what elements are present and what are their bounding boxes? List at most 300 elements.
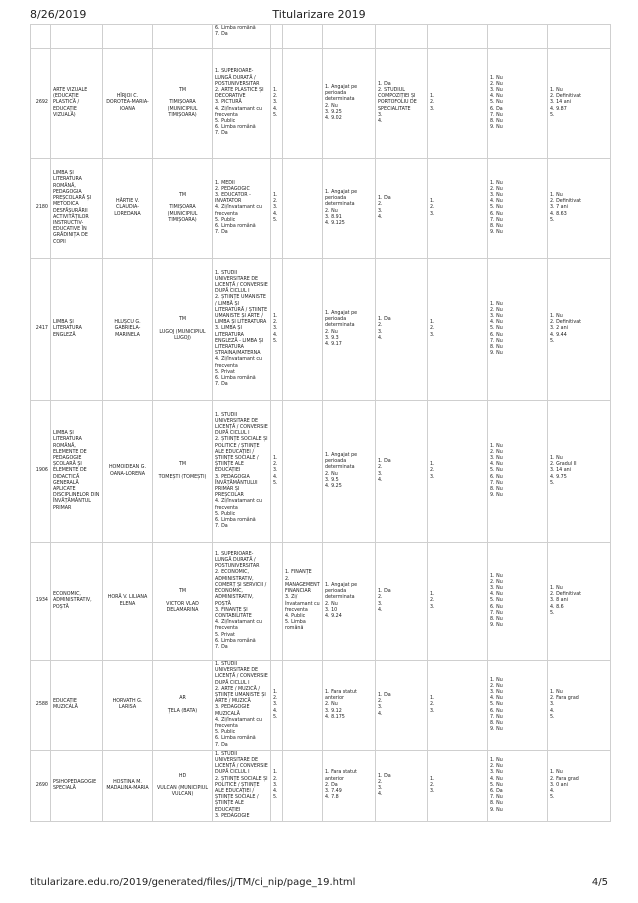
cell-line: 5. Public [215,119,236,124]
cell-line: 1. Angajat pe perioada determinata [325,452,359,471]
school-name: VICTOR VLAD DELAMARINA [166,601,201,613]
criteria-cell [488,401,548,543]
cell-line: 4. Zi/învatamant cu frecventa [215,499,264,511]
cell-line: 5. Nu [490,205,503,211]
cell-line: 4. Public [285,613,306,619]
cell-line: 3. [430,332,435,338]
final-cell [548,25,611,49]
cell-line: 2. [273,462,278,468]
education-cell [213,159,271,259]
cell-line: 7. Da [215,742,228,748]
cell-line: 1. Angajat pe perioada determinata [325,84,359,103]
cell-line: 1. Angajat pe perioada determinata [325,310,359,329]
second-spec-cell [283,159,323,259]
cell-line: 4. 9.17 [325,341,342,347]
numbering-cell [271,159,283,259]
index-cell [428,543,488,661]
cell-line: 4. [273,106,278,112]
cell-line: 1. STUDII UNIVERSITARE DE LICENȚĂ / CONVERSIE DUPĂ CICLUL I [215,751,270,776]
cell-line: 7. Da [215,131,228,137]
cell-line: 1. Nu [490,75,503,81]
cell-line: 2. ARTE / MUZICĂ / ȘTIINȚE UMANISTE ȘI ARTE / MUZICĂ [215,686,268,705]
table-row [31,259,611,401]
cell-line: 2. [378,465,383,471]
school-cell [153,750,213,821]
cell-line: 3. 9.25 [325,109,342,115]
cell-line: 2. [273,696,278,702]
cell-line: 6. Nu [490,332,503,338]
cell-line: 7. Da [215,382,228,388]
cell-line: 7. Nu [490,112,503,118]
cell-line: 5. [550,480,555,486]
county-code: TM [178,462,187,468]
cell-line: 7. Da [215,644,228,650]
cell-line: 3. PEDAGOGIA ÎNVĂȚĂMÂNTULUI PRIMAR ȘI PREȘCOLAR [215,474,260,499]
cell-line: 5. Nu [490,326,503,332]
numbering-cell [271,25,283,49]
cell-line: 5. Public [215,511,236,517]
cell-line: 1. MEDII [215,180,235,186]
cell-line: 3. [273,702,278,708]
cell-line: 5. Nu [490,100,503,106]
cell-line: 2. Definitivat [550,320,582,326]
cell-line: 1. [430,94,435,100]
education-cell [213,25,271,49]
candidate-name: HORVATH G. LARISA [103,661,153,751]
cell-line: 6. Limba română [215,518,256,524]
second-spec-cell [283,543,323,661]
cell-line: 2. PEDAGOGIC [215,186,250,192]
education-cell [213,401,271,543]
school-name: TIMIȘOARA (MUNICIPIUL TIMIȘOARA) [167,205,199,223]
cell-line: 9. Nu [490,727,503,733]
county-code: AR [179,696,186,702]
cell-line: 3. EDUCATOR - INVATATOR [215,192,253,205]
cell-line: 1. Da [378,589,391,595]
numbering-cell [271,401,283,543]
index-cell [428,25,488,49]
cell-line: 5. [273,795,278,801]
cell-line: 5. Public [215,730,236,736]
cell-line: 2. Nu [325,329,338,335]
criteria-cell [488,159,548,259]
cell-line: 2. [378,202,383,208]
inspection-cell [376,661,428,751]
cell-line: 4. Zi/învatamant cu frecventa [215,717,264,730]
cell-line: 1. Da [378,317,391,323]
cell-line: 1. Nu [550,455,563,461]
cell-line: 1. Nu [490,180,503,186]
cell-line: 1. Nu [550,192,563,198]
school-cell [153,401,213,543]
cell-line: 2. Nu [325,103,338,109]
cell-line: 4. Nu [490,776,503,782]
cell-line: 3. Zi/învatamant cu frecventa [285,595,322,613]
final-cell [548,543,611,661]
cell-line: 7. Nu [490,217,503,223]
school-name: LUGOJ (MUNICIPIUL LUGOJ) [159,329,208,341]
cell-line: 3. [378,601,383,607]
cell-line: 4. 9.75 [550,474,567,480]
cell-line: 3. [273,468,278,474]
cell-line: 2. [430,468,435,474]
cell-line: 7. Da [215,32,228,38]
cell-line: 6. Nu [490,211,503,217]
final-cell [548,401,611,543]
education-cell [213,49,271,159]
cell-line: 3. PEDAGOGIE [215,813,250,819]
cell-line: 1. STUDII UNIVERSITARE DE LICENȚĂ / CONVERSIE DUPĂ CICLUL I [215,662,270,686]
cell-line: 4. Nu [490,320,503,326]
print-date: 8/26/2019 [30,8,87,21]
cell-line: 3. [378,208,383,214]
cell-line: 2. Da [325,782,338,788]
second-spec-cell [283,25,323,49]
cell-line: 4. [378,792,383,798]
index-cell [428,159,488,259]
cell-line: 3. FINANȚE ȘI CONTABILITATE [215,607,252,619]
cell-line: 6. Nu [490,474,503,480]
cell-line: 7. Nu [490,480,503,486]
cell-line: 2. [273,776,278,782]
cell-line: 6. Limba română [215,26,256,31]
cell-line: 7. Nu [490,795,503,801]
cell-line: 4. [273,474,278,480]
cell-line: 4. Nu [490,696,503,702]
cell-line: 2. Nu [490,683,503,689]
cell-line: 6. Da [490,789,503,795]
numbering-cell [271,259,283,401]
cell-line: 4. [273,708,278,714]
cell-line: 5. [273,112,278,118]
cell-line: 4. Nu [490,199,503,205]
cell-line: 3. [378,705,383,711]
cell-line: 2. ȘTIINȚE UMANISTE / LIMBĂ ȘI LITERATURĂ / ȘTIINȚE UMANISTE ȘI ARTE / LIMBA ȘI LITERATURA [215,295,269,326]
criteria-cell [488,49,548,159]
county-code: HD [178,773,187,779]
employment-cell [323,401,376,543]
numbering-cell [271,661,283,751]
employment-cell [323,543,376,661]
cell-line: 1. Angajat pe perioada determinata [325,582,359,601]
cell-line: 1. [430,462,435,468]
subject-cell [51,25,103,49]
cell-line: 3. [430,789,435,795]
cell-line: 4. [273,211,278,217]
inspection-cell [376,259,428,401]
spacer [155,33,210,39]
cell-line: 1. STUDII UNIVERSITARE DE LICENȚĂ / CONVERSIE DUPĂ CICLUL I [215,412,270,437]
candidate-id: 2180 [31,159,51,259]
cell-line: 1. STUDII UNIVERSITARE DE LICENȚĂ / CONVERSIE DUPĂ CICLUL I [215,270,270,295]
cell-line: 4. 8.6 [550,604,564,610]
cell-line: 1. [430,199,435,205]
cell-line: 3. [430,604,435,610]
cell-line: 4. Nu [490,94,503,100]
candidate-id: 1934 [31,543,51,661]
cell-line: 4. Zi/învatamant cu frecventa [215,357,264,369]
cell-line: 3. Nu [490,87,503,93]
second-spec-cell [283,750,323,821]
school-cell [153,543,213,661]
cell-line: 1. Nu [550,87,563,93]
cell-line: 2. [273,199,278,205]
cell-line: 3. Nu [490,455,503,461]
school-cell [153,259,213,401]
cell-line: 3. PEDAGOGIE MUZICALĂ [215,705,252,717]
cell-line: 4. Zi/învatamant cu frecventa [215,620,264,632]
cell-line: 5. [273,217,278,223]
cell-line: 3. [378,329,383,335]
cell-line: 3. [430,474,435,480]
cell-line: 6. Nu [490,604,503,610]
candidate-name: HOSTINA M. MADALINA-MARIA [103,750,153,821]
subject-cell: LIMBA ȘI LITERATURA ENGLEZĂ [51,259,103,401]
cell-line: 1. Nu [490,301,503,307]
cell-line: 3. 9.3 [325,335,339,341]
cell-line: 7. Nu [490,610,503,616]
cell-line: 7. Nu [490,714,503,720]
cell-line: 4. Zi/învatamant cu frecventa [215,205,264,217]
cell-line: 1. Da [378,693,391,699]
cell-line: 5. [550,217,555,223]
cell-line: 1. [273,192,278,198]
subject-cell: ECONOMIC, ADMINISTRATIV, POȘTĂ [51,543,103,661]
cell-line: 4. [550,789,555,795]
cell-line: 2. Nu [325,601,338,607]
county-code: TM [178,87,187,93]
cell-line: 4. [378,711,383,717]
cell-line: 4. [378,335,383,341]
cell-line: 3. [430,106,435,112]
cell-line: 2. [430,598,435,604]
cell-line: 4. Nu [490,462,503,468]
subject-cell: EDUCAȚIE MUZICALĂ [51,661,103,751]
cell-line: 3. Nu [490,770,503,776]
county-code: TM [178,192,187,198]
cell-line: 1. Da [378,196,391,202]
cell-line: 2. ARTE PLASTICE ȘI DECORATIVE [215,87,266,100]
index-cell [428,401,488,543]
cell-line: 3. Nu [490,689,503,695]
cell-line: 3. Nu [490,192,503,198]
cell-line: 2. Definitivat [550,199,582,205]
employment-cell [323,661,376,751]
table-row [31,401,611,543]
cell-line: 3. 9.12 [325,708,342,714]
cell-line: 6. Limba română [215,736,256,742]
cell-line: 3. [430,708,435,714]
index-cell [428,750,488,821]
candidate-name: HÎRJOI C. DOROTEA-MARIA-IOANA [103,49,153,159]
cell-line: 1. Nu [550,770,563,776]
cell-line: 4. [378,607,383,613]
final-cell [548,661,611,751]
cell-line: 6. Limba română [215,638,256,644]
education-cell [213,543,271,661]
employment-cell [323,49,376,159]
final-cell [548,259,611,401]
cell-line: 6. Limba română [215,376,256,382]
education-cell [213,259,271,401]
cell-line: 3. [273,782,278,788]
cell-line: 9. Nu [490,623,503,629]
final-cell [548,49,611,159]
candidates-table [30,24,611,822]
cell-line: 2. Nu [490,764,503,770]
cell-line: 1. [273,770,278,776]
cell-line: 5. Public [215,217,236,223]
cell-line: 4. Zi/învatamant cu frecventa [215,106,264,118]
index-cell [428,259,488,401]
cell-line: 3. Nu [490,313,503,319]
candidate-id: 2690 [31,750,51,821]
cell-line: 1. Nu [550,689,563,695]
cell-line: 4. 9.125 [325,220,345,226]
cell-line: 3. 9.5 [325,477,339,483]
cell-line: 4. 8.175 [325,714,345,720]
cell-line: 1. Nu [550,585,563,591]
candidate-name: HÂRTIE V. CLAUDIA-LOREDANA [103,159,153,259]
cell-line: 3. 0 ani [550,782,568,788]
cell-line: 2. [378,323,383,329]
candidate-name: HLUȘCU G. GABRIELA-MARINELA [103,259,153,401]
criteria-cell [488,259,548,401]
cell-line: 3. 14 ani [550,100,572,106]
cell-line: 2. [430,782,435,788]
cell-line: 1. Nu [490,758,503,764]
index-cell [428,49,488,159]
table-row [31,25,611,49]
inspection-cell [376,25,428,49]
cell-line: 1. Nu [490,677,503,683]
index-cell [428,661,488,751]
cell-line: 2. Nu [490,449,503,455]
school-name: ȚELA (BATA) [167,708,198,714]
candidate-name [103,25,153,49]
school-cell [153,25,213,49]
cell-line: 4. 7.8 [325,795,339,801]
cell-line: 1. [273,455,278,461]
cell-line: 2. Fara grad [550,776,579,782]
cell-line: 8. Nu [490,801,503,807]
cell-line: 3. [550,702,555,708]
candidate-id: 2417 [31,259,51,401]
inspection-cell [376,49,428,159]
cell-line: 3. [430,211,435,217]
cell-line: 1. Angajat pe perioada determinata [325,189,359,208]
inspection-cell [376,543,428,661]
cell-line: 2. Fara grad [550,696,579,702]
second-spec-cell [283,401,323,543]
cell-line: 7. Da [215,230,228,236]
candidate-id: 1906 [31,401,51,543]
cell-line: 2. [273,94,278,100]
cell-line: 2. [430,100,435,106]
cell-line: 4. 9.02 [325,115,342,121]
cell-line: 8. Nu [490,345,503,350]
cell-line: 3. Nu [490,585,503,591]
cell-line: 3. [273,205,278,211]
school-name: TIMIȘOARA (MUNICIPIUL TIMIȘOARA) [167,100,199,118]
cell-line: 1. [430,592,435,598]
cell-line: 8. Nu [490,119,503,124]
cell-line: 5. Nu [490,702,503,708]
cell-line: 3. [378,471,383,477]
cell-line: 9. Nu [490,125,503,131]
cell-line: 8. Nu [490,617,503,622]
cell-line: 2. Nu [490,186,503,192]
cell-line: 9. Nu [490,230,503,236]
cell-line: 5. Nu [490,598,503,604]
second-spec-cell [283,661,323,751]
cell-line: 2. ȘTIINȚE SOCIALE ȘI POLITICE / ȘTIINȚE ALE EDUCAȚIEI / ȘTIINȚE SOCIALE / ȘTIINȚE ALE EDUCAȚIEI [215,776,270,813]
cell-line: 3. 8.91 [325,214,342,220]
cell-line: 1. Da [378,459,391,465]
cell-line: 4. 9.44 [550,332,567,338]
employment-cell [323,159,376,259]
criteria-cell [488,543,548,661]
cell-line: 4. Nu [490,592,503,598]
cell-line: 3. 7 ani [550,205,568,211]
school-name: VULCAN (MUNICIPIUL VULCAN) [157,785,210,798]
cell-line: 3. 14 ani [550,468,572,474]
cell-line: 6. Limba română [215,224,256,229]
criteria-cell [488,750,548,821]
document-title: Titularizare 2019 [272,8,366,21]
cell-line: 2. Nu [325,471,338,477]
cell-line: 2. [430,205,435,211]
cell-line: 2. Nu [490,81,503,87]
cell-line: 5. [550,338,555,344]
cell-line: 2. [378,699,383,705]
education-cell [213,661,271,751]
inspection-cell [376,401,428,543]
subject-cell: LIMBA ȘI LITERATURA ROMÂNĂ, ELEMENTE DE PEDAGOGIE ȘCOLARĂ ȘI ELEMENTE DE DIDACTICĂ GENERALĂ APLICATE DISCIPLINELOR DIN ÎNVĂȚĂMÂNTUL PRIMAR [51,401,103,543]
cell-line: 2. Definitivat [550,94,582,100]
cell-line: 4. [550,708,555,714]
cell-line: 3. [378,112,383,118]
cell-line: 8. Nu [490,720,503,726]
cell-line: 5. [273,480,278,486]
cell-line: 2. Gradul II [550,462,577,468]
cell-line: 3. 10 [325,607,338,613]
table-row [31,750,611,821]
cell-line: 2. ȘTIINȚE SOCIALE ȘI POLITICE / ȘTIINȚE ALE EDUCAȚIEI / ȘTIINȚE SOCIALE / ȘTIINȚE ALE EDUCAȚIEI [215,437,270,474]
cell-line: 4. 9.24 [325,613,342,619]
cell-line: 4. 8.63 [550,211,567,217]
cell-line: 5. Limba română [285,620,308,632]
cell-line: 5. [273,714,278,720]
candidate-name: HOMOIDEAN G. OANA-LORENA [103,401,153,543]
subject-cell: ARTE VIZUALE (EDUCAȚIE PLASTICĂ / EDUCAȚIE VIZUALĂ) [51,49,103,159]
school-cell [153,49,213,159]
school-cell [153,159,213,259]
cell-line: 5. [550,610,555,616]
cell-line: 8. Nu [490,224,503,229]
table-row [31,49,611,159]
cell-line: 5. [273,338,278,344]
cell-line: 1. [430,320,435,326]
cell-line: 2. STUDIUL COMPOZIȚIEI ȘI PORTOFOLIU DE SPECIALITATE [378,87,419,112]
cell-line: 2. [430,326,435,332]
cell-line: 6. Limba română [215,125,256,131]
second-spec-cell [283,259,323,401]
criteria-cell [488,661,548,751]
cell-line: 4. 9.25 [325,483,342,489]
subject-cell: PSIHOPEDAGOGIE SPECIALĂ [51,750,103,821]
cell-line: 1. [273,87,278,93]
